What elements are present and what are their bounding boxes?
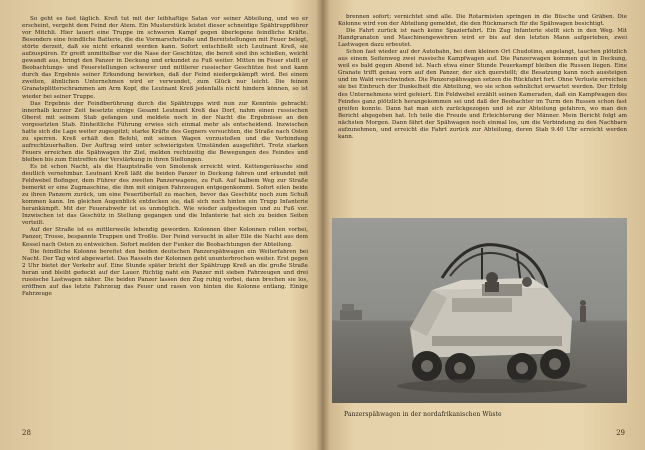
- left-page: [0, 0, 322, 450]
- right-paragraph-1: brennen sofort; vernichtet sind alle. Die Rotarmisten springen in die Büsche und Gräben. Die Kolonne wird von der Abteilung gemeldet, die den Rückmarsch für die Spähwagen besichtigt.: [338, 14, 627, 28]
- right-paragraph-2: Die Fahrt zurück ist nach keine Spazierfahrt. Ein Zug Infanterie stellt sich in den Weg. Mit Handgranaten und Maschinengewehren wird er bis auf den letzten Mann aufgerieben, zwei Lastwagen dazu erbeutet.: [338, 28, 627, 49]
- right-page: [324, 0, 645, 450]
- right-page-number: 29: [616, 429, 625, 437]
- right-paragraph-3: Schon fast wieder auf der Autobahn, bei dem kleinen Ort Chudotino, angelangt, tauchen plötzlich aus einem Seitenweg zwei russische Kampfwagen auf. Die Panzerwagen kommen gut in Deckung, weil es bald gegen Abend ist. Nach etwa einer Stunde Feuerkampf bleiben die Russen liegen. Eine Granate trifft genau vorn auf den Panzer, der sich querstellt; die Besatzung kann noch aussteigen und im Wald verschwinden. Die Panzerspähwagen setzen die Rückfahrt fort. Ohne Verluste erreichen sie bei Einbruch der Dunkelheit die Abteilung, wo sie schon sehnlichst erwartet werden. Der Erfolg des Unternehmens wird gefeiert. Ein Feldwebel erzählt seinen Kameraden, daß ein Kampfwagen des Feindes ganz plötzlich herangekommen sei und daß der Beobachter im Turm den Russen schon fast greifen konnte. Dann hat man sich zurückgezogen und ist zur Abteilung gefahren, wo man den Bericht abgegeben hat. Ich teile die Freude und Erleichterung der Männer. Mein Bericht folgt am nächsten Morgen. Dann fährt der Spähwagen noch einmal los, um die Verbindung zu den Nachbarn aufzunehmen, und erreicht die Fahrt zurück zur Abteilung, deren Stab 9.40 Uhr erreicht werden kann.: [338, 49, 627, 140]
- armored-car-photo: [332, 218, 627, 403]
- left-paragraph-5: Die feindliche Kolonne bereitet den beiden deutschen Panzerspähwagen ein Weiterfahren bei Nacht. Der Tag wird abgewartet. Das Rasseln der Kolonnen geht ununterbrochen weiter. Erst gegen 2 Uhr bietet der Verkehr auf. Eine Stunde später bricht der Spähtrupp Kreß an die große Straße heran und bleibt gedeckt auf der Lauer. Richtig naht ein Panzer mit sieben Fahrzeugen und drei russische Lastwagen näher. Die beiden Panzer lassen den Zug ruhig vorbei, dann brechen sie los, eröffnen auf das letzte Fahrzeug das Feuer und rasen von hinten die Kolonne entlang. Einige Fahrzeuge: [22, 248, 308, 297]
- photo-caption: Panzerspähwagen in der nordafrikanischen Wüste: [344, 411, 502, 418]
- left-paragraph-1: So geht es fast täglich. Kreß tut mit der leibhaftige Satan vor seiner Abteilung, und wo er erscheint, vergeht dem Feind der Atem. Ein Musterstück leistet dieser schneidige Spähtruppführer vor Mitchli. Hier lauert eine Truppe im schweren Kampf gegen überlegene feindliche Kräfte. Besonders eine feindliche Batterie, die die Vormarschstraße und Bereitstellungen mit Feuer belegt, störte derzeit, daß sie nicht erkannt werden kann. Sofort entschließt sich Leutnant Kreß, sie aufzuspüren. Er greift unmittelbar vor die Nase der Geschütze, die bereit sind ihn schießen, weicht gewandt aus, bringt den Panzer in Deckung und erkundet zu Fuß weiter. Mitten im Feuer stellt er Beobachtungs- und Feuerstellungen schwerer und mittlerer russischer Geschütze fest und kann durch das Ergebnis seiner Erkundung bewirken, daß der Feind niedergekämpft wird. Bei einem zweiten, ähnlichen Unternehmen wird er verwundet, zum Glück nur leicht. Die feinen Granatsplitterschrammen am Arm Kopf, die Leutnant Kreß jedenfalls nicht hindern können, so ist wieder bei seiner Truppe.: [22, 16, 308, 100]
- left-paragraph-3: Es ist schon Nacht, als die Hauptstraße von Smolensk erreicht wird. Kettengeräusche sind deutlich vernehmbar. Leutnant Kreß läßt die beiden Panzer in Deckung fahren und erkundet mit Feldwebel Bofinger, dem Führer des zweiten Panzerwagens, zu Fuß. Auf halbem Weg zur Straße bemerkt er eine Zugmaschine, die ihm mit einigen Fahrzeugen entgegenkommt. Sofort eilen beide zu ihren Panzern zurück, um eine Feuerüberfall zu machen, bevor das Geschütz noch zum Schuß kommen kann. Im gleichen Augenblick entdecken sie, daß sich noch hinten ein Trupp Infanterie herankämpft. Mit der Feuerabwehr ist es unmöglich. Wie wieder aufgestiegen und zu Fuß vor. Inzwischen ist das Geschütz in Stellung gegangen und die Infanterie hat sich zu beiden Seiten verteilt.: [22, 163, 308, 227]
- left-paragraph-2: Das Ergebnis der Feindberührung durch die Spähtrupps wird nun zur Kenntnis gebracht: innerhalb kurzer Zeit besetzte einige Gesamt Leutnant Kreß das Dorf, nahm einen russischen Oberst mit seinem Stab gefangen und meldete noch in der Nacht die Ergebnisse an den vorgesetzten Stab. Einheitliche Führung erwies sich einmal mehr als entscheidend. Inzwischen hatte sich die Lage weiter zugespitzt; starke Kräfte des Gegners versuchten, die Straße nach Osten zu sperren. Kreß erhält den Befehl, mit seinen Wagen vorzustoßen und die Verbindung aufrechtzuerhalten. Der Auftrag wird unter schwierigsten Umständen ausgeführt. Trotz starken Feuers erreichen die Spähwagen ihr Ziel, melden rechtzeitig die Bewegungen des Feindes und bleiben bis zum Eintreffen der Verstärkung in ihren Stellungen.: [22, 100, 308, 163]
- armored-car-illustration: [332, 218, 627, 403]
- left-page-number: 28: [22, 429, 31, 437]
- left-paragraph-4: Auf der Straße ist es mittlerweile lebendig geworden. Kolonnen über Kolonnen rollen vorbei, Panzer, Trosse, bespannte Truppen und Troßte. Der Feind versucht in aller Eile die Nacht aus dem Kessel nach Osten zu entweichen. Sofort melden der Funker die Beobachtungen der Abteilung.: [22, 227, 308, 248]
